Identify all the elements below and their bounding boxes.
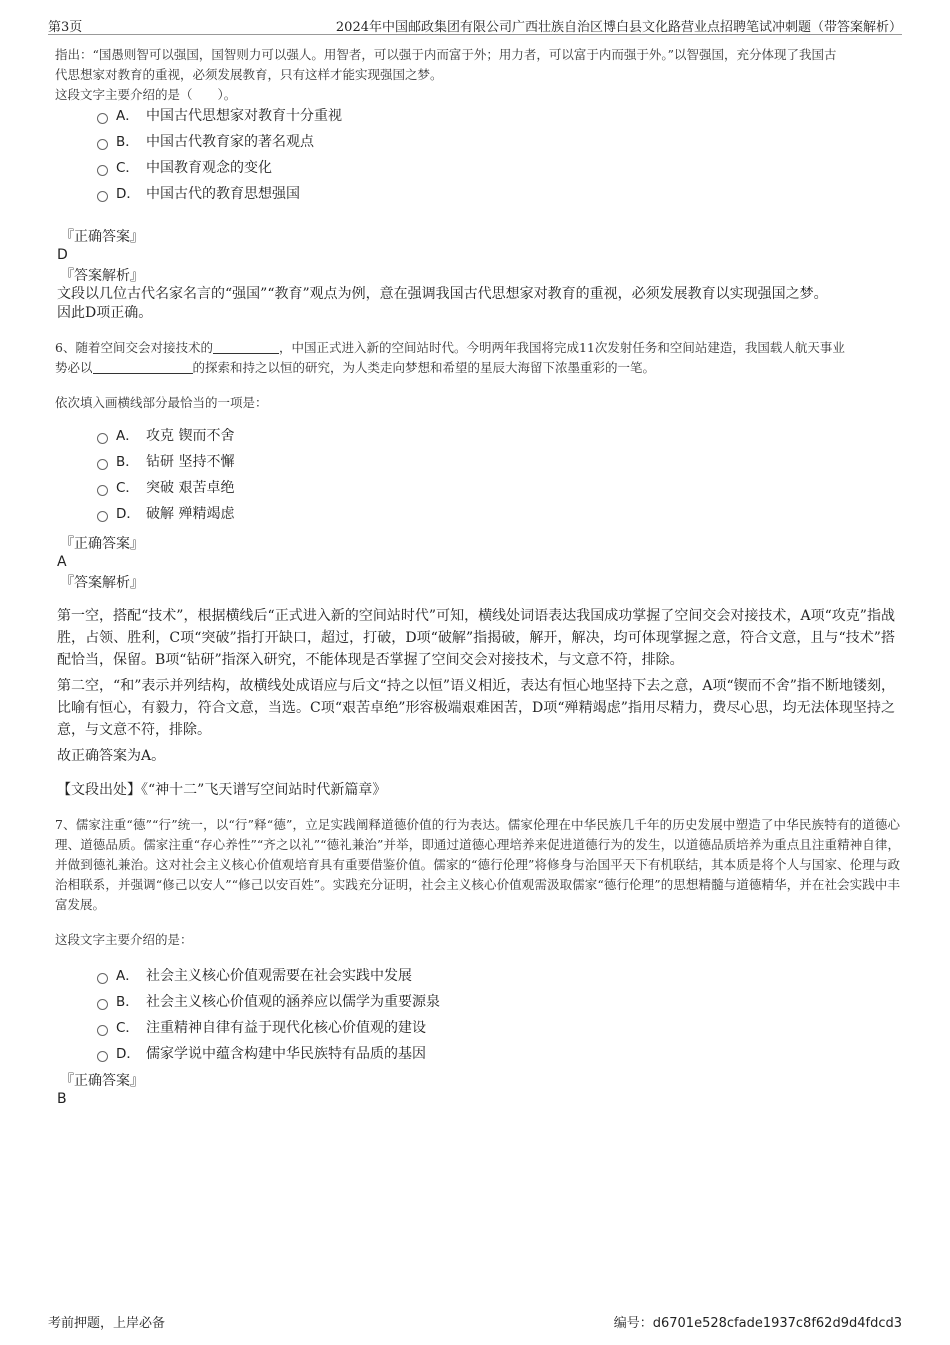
radio-icon[interactable]	[97, 973, 108, 984]
q5-passage-line-1: 指出：“国愚则智可以强国，国智则力可以强人。用智者，可以强于内而富于外；用力者，可以富于内而强于外。”以智强国，充分体现了我国古	[55, 47, 837, 62]
option-letter: D．	[116, 1046, 140, 1062]
option-letter: C．	[116, 1020, 139, 1036]
option-letter: B．	[116, 454, 139, 470]
option-letter: B．	[116, 994, 139, 1010]
q6-explain-paragraph-1: 第一空，搭配“技术”，根据横线后“正式进入新的空间站时代”可知，横线处词语表达我国成功掌握了空间交会对接技术，A项“攻克”指战胜，占领、胜利，C项“突破”指打开缺口，超过，打破，D项“破解”指揭破，解开，解决，均可体现掌握之意，符合文意，且与“技术”搭配恰当，保留。B项“钻研”指深入研究，不能体现是否掌握了空间交会对接技术，与文意不符，排除。	[57, 608, 895, 668]
document-title: 2024年中国邮政集团有限公司广西壮族自治区博白县文化路营业点招聘笔试冲刺题（带答案解析）	[335, 20, 902, 35]
footer-slogan: 考前押题，上岸必备	[48, 1316, 166, 1331]
radio-icon[interactable]	[97, 511, 108, 522]
radio-icon[interactable]	[97, 1051, 108, 1062]
option-letter: D．	[116, 506, 140, 522]
q5-explain-line-2: 因此D项正确。	[57, 305, 153, 321]
q6-source: 【文段出处】《“神十二”飞天谱写空间站时代新篇章》	[57, 782, 387, 798]
q6-explain-paragraph-2: 第二空，“和”表示并列结构，故横线处成语应与后文“持之以恒”语义相近，表达有恒心地坚持下去之意，A项“锲而不舍”指不断地镂刻，比喻有恒心，有毅力，符合文意，当选。C项“艰苦卓绝”形容极端艰难困苦，D项“殚精竭虑”指用尽精力，费尽心思，均无法体现坚持之意，与文意不符，排除。	[57, 678, 895, 738]
option-text: 注重精神自律有益于现代化核心价值观的建设	[146, 1020, 426, 1036]
q6-explain-label: 『答案解析』	[60, 575, 144, 591]
option-text: 儒家学说中蕴含构建中华民族特有品质的基因	[146, 1046, 426, 1062]
q7-option-d[interactable]	[97, 1044, 426, 1064]
q6-question: 依次填入画横线部分最恰当的一项是：	[55, 395, 268, 410]
q5-explain-line-1: 文段以几位古代名家名言的“强国”“教育”观点为例，意在强调我国古代思想家对教育的重视，必须发展教育以实现强国之梦。	[57, 286, 828, 302]
option-letter: D．	[116, 186, 140, 202]
q6-answer: A	[57, 554, 67, 570]
q5-option-d[interactable]	[97, 184, 300, 204]
q5-option-a[interactable]	[97, 106, 342, 126]
option-text: 中国教育观念的变化	[146, 160, 272, 176]
page-footer	[48, 1312, 902, 1331]
option-text: 中国古代的教育思想强国	[146, 186, 300, 202]
q6-explain-conclusion: 故正确答案为A。	[57, 748, 166, 764]
q6-answer-label: 『正确答案』	[60, 536, 144, 552]
q5-answer-label: 『正确答案』	[60, 229, 144, 245]
q7-answer: B	[57, 1091, 67, 1107]
q6-option-b[interactable]	[97, 452, 234, 472]
q6-option-c[interactable]	[97, 478, 234, 498]
q6-option-a[interactable]	[97, 426, 234, 446]
q5-explain-label: 『答案解析』	[60, 268, 144, 284]
radio-icon[interactable]	[97, 139, 108, 150]
radio-icon[interactable]	[97, 485, 108, 496]
page-header	[48, 14, 902, 35]
fill-blank-2	[93, 359, 193, 374]
option-text: 社会主义核心价值观的涵养应以儒学为重要源泉	[146, 994, 440, 1010]
option-letter: C．	[116, 480, 139, 496]
radio-icon[interactable]	[97, 433, 108, 444]
q6-option-d[interactable]	[97, 504, 234, 524]
radio-icon[interactable]	[97, 113, 108, 124]
radio-icon[interactable]	[97, 459, 108, 470]
q7-option-b[interactable]	[97, 992, 440, 1012]
option-text: 社会主义核心价值观需要在社会实践中发展	[146, 968, 412, 984]
q7-option-c[interactable]	[97, 1018, 426, 1038]
q5-question: 这段文字主要介绍的是（ ）。	[55, 87, 237, 102]
radio-icon[interactable]	[97, 999, 108, 1010]
document-id: 编号：d6701e528cfade1937c8f62d9d4fdcd3	[613, 1316, 902, 1331]
option-text: 攻克 锲而不舍	[146, 428, 235, 444]
option-text: 中国古代教育家的著名观点	[146, 134, 314, 150]
q5-option-b[interactable]	[97, 132, 314, 152]
option-letter: B．	[116, 134, 139, 150]
option-text: 中国古代思想家对教育十分重视	[146, 108, 342, 124]
q6-stem-line-2: 势必以 的探索和持之以恒的研究，为人类走向梦想和希望的星辰大海留下浓墨重彩的一笔。	[55, 360, 656, 375]
q5-answer: D	[57, 247, 68, 263]
option-text: 破解 殚精竭虑	[146, 506, 235, 522]
radio-icon[interactable]	[97, 165, 108, 176]
option-letter: A．	[116, 968, 139, 984]
radio-icon[interactable]	[97, 191, 108, 202]
q7-question: 这段文字主要介绍的是：	[55, 932, 193, 947]
q7-option-a[interactable]	[97, 966, 412, 986]
option-letter: C．	[116, 160, 139, 176]
page-number: 第3页	[48, 20, 83, 35]
option-text: 钻研 坚持不懈	[146, 454, 235, 470]
q5-passage-line-2: 代思想家对教育的重视，必须发展教育，只有这样才能实现强国之梦。	[55, 67, 443, 82]
q5-option-c[interactable]	[97, 158, 272, 178]
radio-icon[interactable]	[97, 1025, 108, 1036]
option-letter: A．	[116, 428, 139, 444]
option-text: 突破 艰苦卓绝	[146, 480, 235, 496]
q7-passage: 7、儒家注重“德”“行”统一，以“行”释“德”，立足实践阐释道德价值的行为表达。儒家伦理在中华民族几千年的历史发展中塑造了中华民族特有的道德心理、道德品质。儒家注重“存心养性”“齐之以礼”“德礼兼治”并举，即通过道德心理培养来促进道德行为的发生，以道德品质培养为重点且注重精神自律，并做到德礼兼治。这对社会主义核心价值观培育具有重要借鉴价值。儒家的“德行伦理”将修身与治国平天下有机联结，其本质是将个人与国家、伦理与政治相联系，并强调“修己以安人”“修己以安百姓”。实践充分证明，社会主义核心价值观需汲取儒家“德行伦理”的思想精髓与道德精华，并在社会实践中丰富发展。	[55, 817, 900, 912]
q7-answer-label: 『正确答案』	[60, 1073, 144, 1089]
q6-stem-line-1: 6、随着空间交会对接技术的 ，中国正式进入新的空间站时代。今明两年我国将完成11次发射任务和空间站建造，我国载人航天事业	[55, 340, 845, 355]
fill-blank-1	[213, 339, 279, 354]
option-letter: A．	[116, 108, 139, 124]
